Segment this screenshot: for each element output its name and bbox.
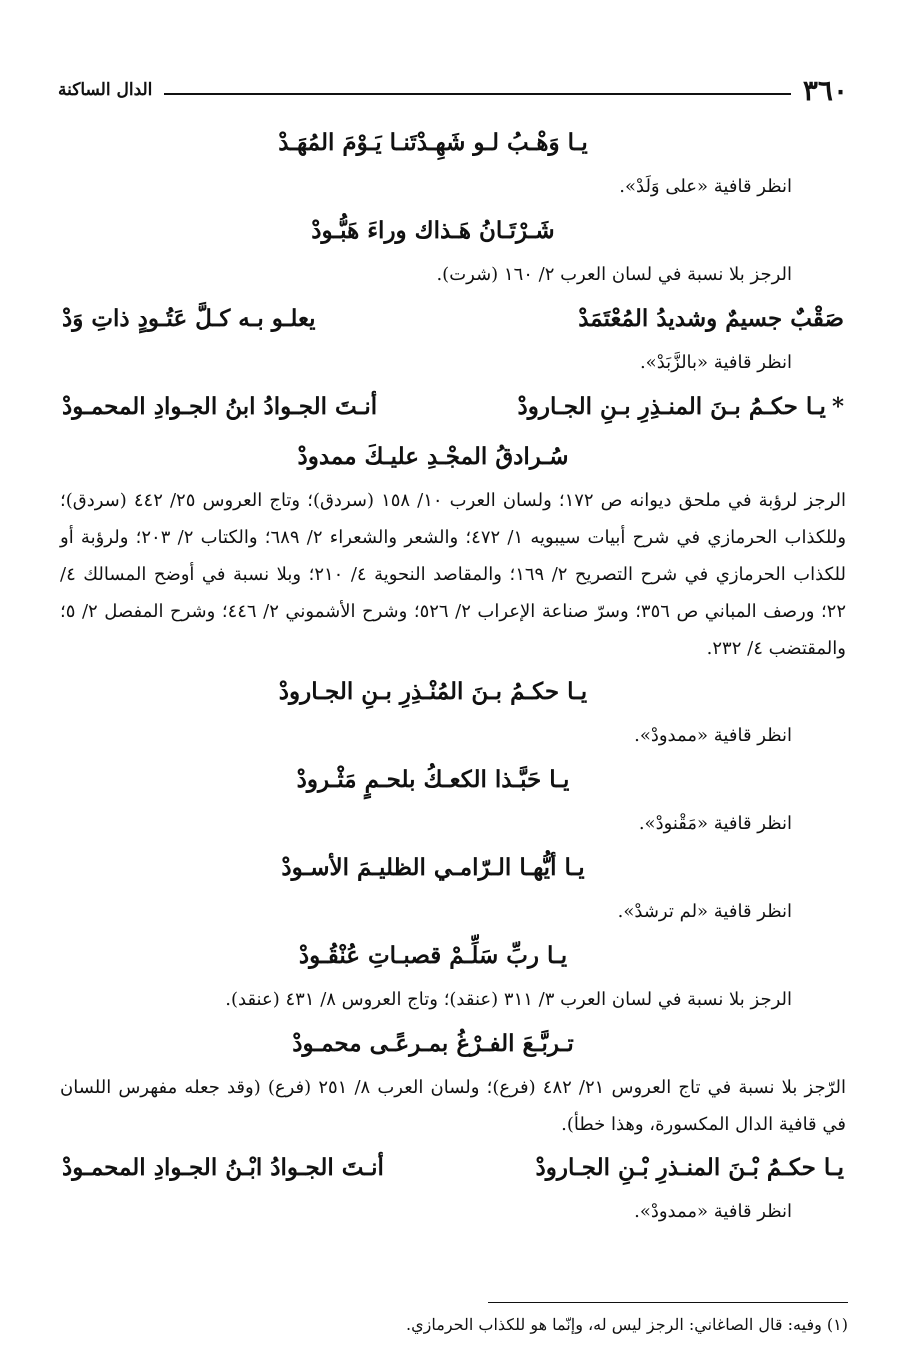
verse: يـا أيُّهـا الـرّامـي الظليـمَ الأسـودْ [281,854,585,881]
verse: سُـرادقُ المجْـدِ عليـكَ ممدودْ [297,443,569,470]
page-number: ٣٦٠ [802,73,848,107]
verse: يـا ربِّ سَلِّـمْ قصبـاتِ عُنْقُـودْ [298,942,568,969]
page-body [58,118,848,1231]
footnote-rule [488,1302,848,1303]
citation-paragraph: الرجز لرؤبة في ملحق ديوانه ص ١٧٢؛ ولسان العرب ١٠/ ١٥٨ (سردق)؛ وتاج العروس ٢٥/ ٤٤٢ (سردق)؛ وللكذاب الحرمازي في شرح أبيات سيبويه ١/ ٤٧٢؛ والشعر والشعراء ٢/ ٦٨٩؛ والكتاب ٢/ ٢٠٣؛ ولرؤبة أو للكذاب الحرمازي في شرح التصريح ٢/ ١٦٩؛ والمقاصد النحوية ٤/ ٢١٠؛ وبلا نسبة في أوضح المسالك ٤/ ٢٢؛ ورصف المباني ص ٣٥٦؛ وسرّ صناعة الإعراب ٢/ ٥٢٦؛ وشرح الأشموني ٢/ ٤٤٦؛ وشرح المفصل ٢/ ٥؛ والمقتضب ٤/ ٢٣٢. [60,490,847,659]
verse-couplet [58,382,848,432]
verse: يـا حكـمُ بـنَ المُنْـذِرِ بـنِ الجـارودْ [278,678,588,705]
header-rule [164,93,790,95]
note: انظر قافية «لم ترشدْ». [617,901,792,922]
page-header [58,68,848,112]
hemistich-second: أنـتَ الجـوادُ ابْـنُ الجـوادِ المحمـودْ [62,1154,384,1181]
citation-paragraph: الرّجز بلا نسبة في تاج العروس ٢١/ ٤٨٢ (فرع)؛ ولسان العرب ٨/ ٢٥١ (فرع) (وقد جعله مفهرس اللسان في قافية الدال المكسورة، وهذا خطأ). [60,1077,846,1135]
footnote: (١) وفيه: قال الصاغاني: الرجز ليس له، وإنّما هو للكذاب الحرمازي. [406,1315,848,1334]
note: الرجز بلا نسبة في لسان العرب ٣/ ٣١١ (عنقد)؛ وتاج العروس ٨/ ٤٣١ (عنقد). [225,989,792,1010]
star-marker: * [831,393,844,420]
hemistich-first-text: يـا حكـمُ بـنَ المنـذِرِ بـنِ الجـارودْ [517,393,826,420]
note: انظر قافية «ممدودْ». [634,725,792,746]
note: انظر قافية «على وَلَدْ». [619,176,792,197]
hemistich-first: صَقْبٌ جسيمٌ وشديدُ المُعْتَمَدْ [578,305,844,332]
hemistich-second: أنـتَ الجـوادُ ابنُ الجـوادِ المحمـودْ [62,393,378,420]
hemistich-first: يـا حكـمُ بْـنَ المنـذرِ بْـنِ الجـارودْ [535,1154,844,1181]
hemistich-first [518,382,844,432]
verse: يـا حَبَّـذا الكعـكُ بلحـمٍ مَثْـرودْ [296,766,570,793]
verse: تـربَّـعَ الفـرْغُ بمـرعًـى محمـودْ [292,1030,574,1057]
section-title: الدال الساكنة [58,80,153,100]
note: انظر قافية «ممدودْ». [634,1201,792,1222]
verse: يـا وَهْـبُ لـو شَهِـدْتَنـا يَـوْمَ المُهَـدْ [278,129,588,156]
note: الرجز بلا نسبة في لسان العرب ٢/ ١٦٠ (شرت). [436,264,792,285]
note: انظر قافية «بالزَّبَدْ». [639,352,792,373]
verse-couplet [58,294,848,344]
verse-couplet [58,1143,848,1193]
hemistich-second: يعلـو بـه كـلَّ عَتُـودٍ ذاتِ وَدْ [62,305,316,332]
verse: شَـرْتَـانُ هَـذاك وراءَ هَبُّـودْ [311,217,555,244]
note: انظر قافية «مَقْنودْ». [638,813,792,834]
